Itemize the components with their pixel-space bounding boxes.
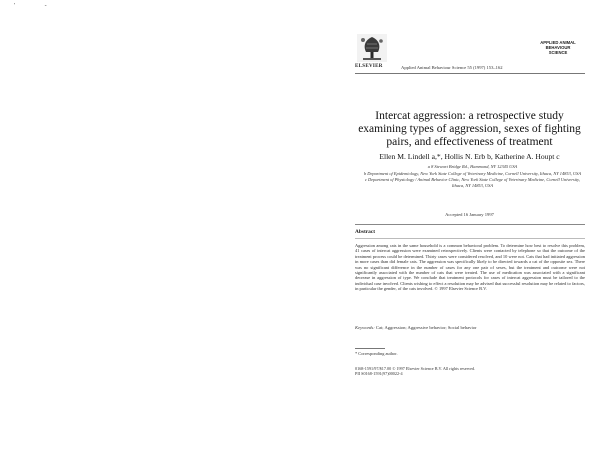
accepted-date: Accepted 16 January 1997 xyxy=(445,212,494,217)
affiliations xyxy=(360,164,585,189)
footnote-divider xyxy=(355,348,385,349)
elsevier-logo xyxy=(357,34,387,62)
affiliation: a 8 Stewart Bridge Rd., Hammond, NY 12345 USA xyxy=(427,164,518,169)
abstract-divider xyxy=(355,238,585,239)
author-list: Ellen M. Lindell a,*, Hollis N. Erb b, Katherine A. Houpt c xyxy=(379,152,560,161)
publisher-name: ELSEVIER xyxy=(355,64,383,69)
keywords-list: Cat; Aggression; Aggressive behavior; Social behavior xyxy=(375,325,477,330)
header-divider xyxy=(355,73,585,74)
keywords-label: Keywords: xyxy=(355,325,375,330)
journal-badge xyxy=(532,40,584,55)
copyright-block xyxy=(355,366,475,377)
journal-badge-line: APPLIED ANIMAL xyxy=(540,40,576,45)
journal-citation: Applied Animal Behaviour Science 55 (1997) 153–162 xyxy=(401,65,503,70)
journal-badge-line: SCIENCE xyxy=(548,50,568,55)
corresponding-author-note: * Corresponding author. xyxy=(355,351,398,356)
abstract-body: Aggression among cats in the same household is a common behavioral problem. To determine how best to resolve this problem, 41 cases of intercat aggression were examined retrospectively. Clients were contacted by telephone so that the outcome of the treatment process could be determined. Thirty cases were considered resolved, and 10 were not. Cats that had initiated aggression in more cases than did female cats. The aggression was specifically likely to be directed towards a cat of the opposite sex. There was no significant difference in the number of cases for any one pair of sexes, but the treatment and outcome were not significantly associated with the number of cats that were treated. The use of medication was associated with a significant decrease in aggression of type. We conclude that treatment protocols for cases of intercat aggression must be tailored to the individual case involved. Clients wishing to effect a resolution may be advised that successful resolution may be related to factors, in particular the gender, of the cats involved. © 1997 Elsevier Science B.V. xyxy=(355,243,585,292)
affiliation: c Department of Physiology / Animal Behavior Clinic, New York State College of Veterinary Medicine, Cornell University, Ithaca, NY 14853, USA xyxy=(365,177,580,188)
pii-line: PII S0168-1591(97)00022-4 xyxy=(355,371,403,377)
copyright-line: 0168-1591/97/$17.00 © 1997 Elsevier Science B.V. All rights reserved. xyxy=(355,366,476,371)
corner-marks: ' - xyxy=(14,3,61,9)
paper-title: Intercat aggression: a retrospective study examining types of aggression, sexes of fighting pairs, and effectiveness of treatment xyxy=(358,110,581,148)
journal-badge-line: BEHAVIOUR xyxy=(545,45,571,50)
abstract-divider-top xyxy=(355,224,585,225)
keywords xyxy=(355,325,477,330)
abstract-heading: Abstract xyxy=(355,229,376,235)
affiliation: b Department of Epidemiology, New York State College of Veterinary Medicine, Cornell University, Ithaca, NY 14853, USA xyxy=(363,170,582,176)
